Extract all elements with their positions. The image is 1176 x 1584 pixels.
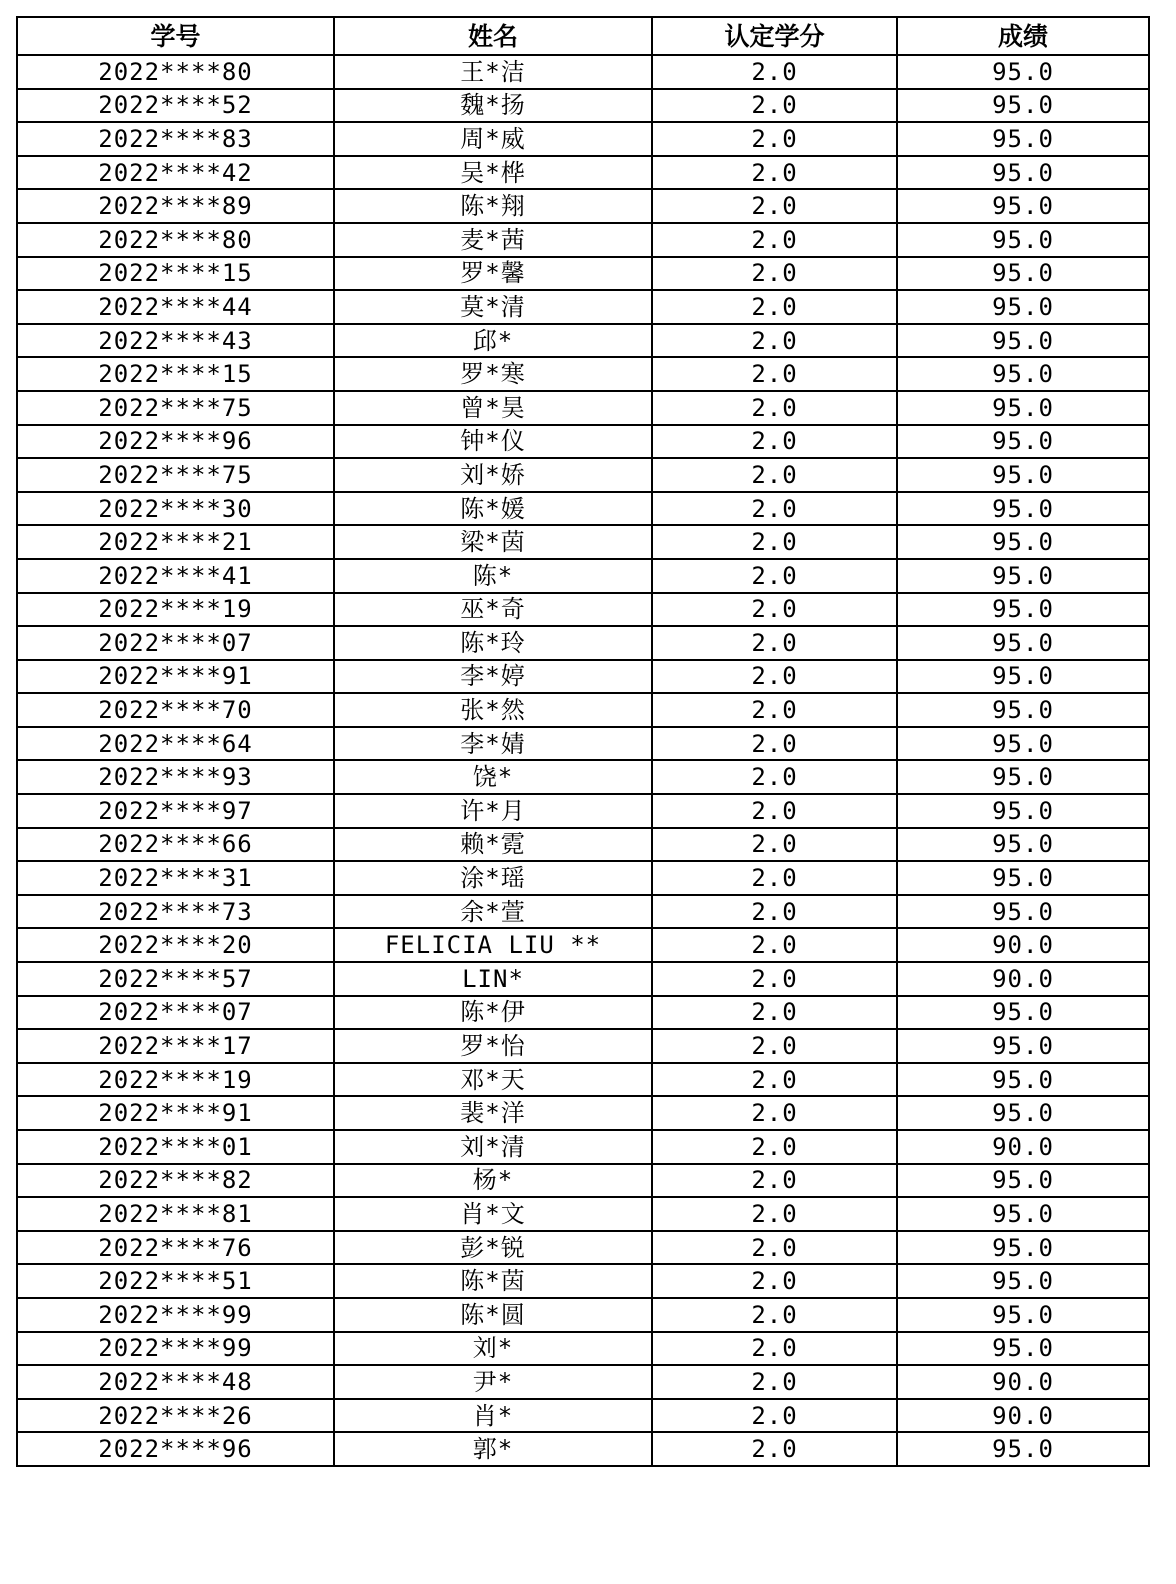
cell-score: 95.0 <box>897 458 1149 492</box>
cell-student-id: 2022****99 <box>17 1298 334 1332</box>
table-row <box>17 760 1149 794</box>
cell-student-id: 2022****73 <box>17 895 334 929</box>
cell-credits: 2.0 <box>652 1365 897 1399</box>
cell-score: 95.0 <box>897 357 1149 391</box>
cell-name: 李*婷 <box>334 660 652 694</box>
cell-score: 95.0 <box>897 55 1149 89</box>
cell-student-id: 2022****96 <box>17 425 334 459</box>
cell-student-id: 2022****07 <box>17 996 334 1030</box>
cell-credits: 2.0 <box>652 693 897 727</box>
cell-score: 90.0 <box>897 928 1149 962</box>
cell-credits: 2.0 <box>652 122 897 156</box>
cell-name: 赖*霓 <box>334 828 652 862</box>
cell-name: 邱* <box>334 324 652 358</box>
table-row <box>17 492 1149 526</box>
cell-name: 麦*茜 <box>334 223 652 257</box>
cell-credits: 2.0 <box>652 660 897 694</box>
table-row <box>17 122 1149 156</box>
cell-student-id: 2022****80 <box>17 223 334 257</box>
cell-student-id: 2022****64 <box>17 727 334 761</box>
cell-student-id: 2022****07 <box>17 626 334 660</box>
cell-name: 刘* <box>334 1332 652 1366</box>
cell-credits: 2.0 <box>652 1432 897 1466</box>
cell-student-id: 2022****48 <box>17 1365 334 1399</box>
cell-name: 尹* <box>334 1365 652 1399</box>
table-body <box>17 55 1149 1466</box>
cell-score: 95.0 <box>897 1298 1149 1332</box>
cell-name: 魏*扬 <box>334 89 652 123</box>
cell-student-id: 2022****82 <box>17 1164 334 1198</box>
cell-student-id: 2022****93 <box>17 760 334 794</box>
cell-name: 邓*天 <box>334 1063 652 1097</box>
cell-score: 95.0 <box>897 996 1149 1030</box>
cell-name: 涂*瑶 <box>334 861 652 895</box>
cell-student-id: 2022****42 <box>17 156 334 190</box>
table-row <box>17 223 1149 257</box>
cell-score: 95.0 <box>897 324 1149 358</box>
cell-name: 刘*清 <box>334 1130 652 1164</box>
cell-credits: 2.0 <box>652 1298 897 1332</box>
cell-credits: 2.0 <box>652 1130 897 1164</box>
cell-credits: 2.0 <box>652 727 897 761</box>
table-row <box>17 391 1149 425</box>
cell-name: 陈* <box>334 559 652 593</box>
table-row <box>17 290 1149 324</box>
cell-credits: 2.0 <box>652 458 897 492</box>
table-row <box>17 156 1149 190</box>
cell-name: 刘*娇 <box>334 458 652 492</box>
cell-credits: 2.0 <box>652 55 897 89</box>
cell-score: 95.0 <box>897 794 1149 828</box>
table-row <box>17 861 1149 895</box>
cell-credits: 2.0 <box>652 156 897 190</box>
cell-score: 95.0 <box>897 223 1149 257</box>
cell-credits: 2.0 <box>652 425 897 459</box>
cell-student-id: 2022****96 <box>17 1432 334 1466</box>
cell-student-id: 2022****91 <box>17 1096 334 1130</box>
cell-name: 陈*伊 <box>334 996 652 1030</box>
table-row <box>17 559 1149 593</box>
cell-name: 王*洁 <box>334 55 652 89</box>
cell-name: 陈*茵 <box>334 1264 652 1298</box>
cell-name: 陈*翔 <box>334 189 652 223</box>
cell-name: 许*月 <box>334 794 652 828</box>
table-row <box>17 357 1149 391</box>
cell-student-id: 2022****31 <box>17 861 334 895</box>
cell-student-id: 2022****70 <box>17 693 334 727</box>
cell-student-id: 2022****76 <box>17 1231 334 1265</box>
table-row <box>17 1029 1149 1063</box>
cell-name: 肖* <box>334 1399 652 1433</box>
cell-score: 95.0 <box>897 895 1149 929</box>
cell-credits: 2.0 <box>652 828 897 862</box>
cell-credits: 2.0 <box>652 1096 897 1130</box>
cell-credits: 2.0 <box>652 357 897 391</box>
cell-score: 95.0 <box>897 760 1149 794</box>
table-row <box>17 1432 1149 1466</box>
cell-score: 90.0 <box>897 1399 1149 1433</box>
cell-student-id: 2022****99 <box>17 1332 334 1366</box>
cell-score: 95.0 <box>897 290 1149 324</box>
cell-credits: 2.0 <box>652 1197 897 1231</box>
cell-score: 95.0 <box>897 1096 1149 1130</box>
table-row <box>17 1063 1149 1097</box>
header-score: 成绩 <box>897 17 1149 55</box>
cell-credits: 2.0 <box>652 223 897 257</box>
cell-score: 90.0 <box>897 1365 1149 1399</box>
table-row <box>17 1399 1149 1433</box>
cell-credits: 2.0 <box>652 626 897 660</box>
table-row <box>17 996 1149 1030</box>
cell-credits: 2.0 <box>652 928 897 962</box>
cell-student-id: 2022****97 <box>17 794 334 828</box>
cell-score: 90.0 <box>897 962 1149 996</box>
table-row <box>17 525 1149 559</box>
cell-credits: 2.0 <box>652 1264 897 1298</box>
cell-score: 95.0 <box>897 257 1149 291</box>
table-row <box>17 660 1149 694</box>
cell-credits: 2.0 <box>652 1029 897 1063</box>
cell-name: 陈*圆 <box>334 1298 652 1332</box>
table-row <box>17 1264 1149 1298</box>
cell-credits: 2.0 <box>652 861 897 895</box>
cell-student-id: 2022****15 <box>17 257 334 291</box>
cell-score: 95.0 <box>897 89 1149 123</box>
cell-credits: 2.0 <box>652 257 897 291</box>
cell-credits: 2.0 <box>652 1399 897 1433</box>
cell-name: 裴*洋 <box>334 1096 652 1130</box>
table-row <box>17 89 1149 123</box>
header-credits: 认定学分 <box>652 17 897 55</box>
cell-student-id: 2022****15 <box>17 357 334 391</box>
table-row <box>17 962 1149 996</box>
table-row <box>17 626 1149 660</box>
cell-student-id: 2022****30 <box>17 492 334 526</box>
cell-score: 95.0 <box>897 1264 1149 1298</box>
cell-score: 95.0 <box>897 593 1149 627</box>
cell-name: 杨* <box>334 1164 652 1198</box>
table-row <box>17 1164 1149 1198</box>
cell-score: 95.0 <box>897 425 1149 459</box>
table-row <box>17 1231 1149 1265</box>
cell-student-id: 2022****83 <box>17 122 334 156</box>
cell-student-id: 2022****43 <box>17 324 334 358</box>
cell-credits: 2.0 <box>652 492 897 526</box>
cell-score: 95.0 <box>897 122 1149 156</box>
cell-name: 罗*怡 <box>334 1029 652 1063</box>
cell-name: LIN* <box>334 962 652 996</box>
cell-name: 梁*茵 <box>334 525 652 559</box>
header-row <box>17 17 1149 55</box>
cell-student-id: 2022****20 <box>17 928 334 962</box>
cell-score: 95.0 <box>897 861 1149 895</box>
cell-student-id: 2022****01 <box>17 1130 334 1164</box>
table-row <box>17 324 1149 358</box>
table-row <box>17 593 1149 627</box>
grades-table <box>16 16 1150 1467</box>
cell-credits: 2.0 <box>652 996 897 1030</box>
table-row <box>17 1130 1149 1164</box>
header-student-id: 学号 <box>17 17 334 55</box>
cell-credits: 2.0 <box>652 593 897 627</box>
cell-student-id: 2022****81 <box>17 1197 334 1231</box>
table-row <box>17 1365 1149 1399</box>
cell-score: 95.0 <box>897 391 1149 425</box>
cell-student-id: 2022****51 <box>17 1264 334 1298</box>
cell-credits: 2.0 <box>652 391 897 425</box>
cell-student-id: 2022****44 <box>17 290 334 324</box>
cell-score: 95.0 <box>897 525 1149 559</box>
cell-credits: 2.0 <box>652 1332 897 1366</box>
cell-student-id: 2022****26 <box>17 1399 334 1433</box>
table-row <box>17 693 1149 727</box>
cell-credits: 2.0 <box>652 1063 897 1097</box>
cell-student-id: 2022****89 <box>17 189 334 223</box>
cell-student-id: 2022****75 <box>17 458 334 492</box>
cell-score: 95.0 <box>897 156 1149 190</box>
cell-name: 吴*桦 <box>334 156 652 190</box>
cell-score: 95.0 <box>897 1332 1149 1366</box>
cell-score: 95.0 <box>897 1164 1149 1198</box>
cell-score: 90.0 <box>897 1130 1149 1164</box>
cell-student-id: 2022****21 <box>17 525 334 559</box>
cell-student-id: 2022****19 <box>17 593 334 627</box>
cell-student-id: 2022****17 <box>17 1029 334 1063</box>
cell-credits: 2.0 <box>652 760 897 794</box>
cell-score: 95.0 <box>897 1197 1149 1231</box>
table-row <box>17 1332 1149 1366</box>
cell-credits: 2.0 <box>652 962 897 996</box>
cell-name: 曾*昊 <box>334 391 652 425</box>
cell-score: 95.0 <box>897 727 1149 761</box>
table-row <box>17 458 1149 492</box>
table-row <box>17 895 1149 929</box>
cell-credits: 2.0 <box>652 895 897 929</box>
table-row <box>17 1197 1149 1231</box>
cell-score: 95.0 <box>897 660 1149 694</box>
table-row <box>17 55 1149 89</box>
cell-name: FELICIA LIU ** <box>334 928 652 962</box>
cell-credits: 2.0 <box>652 525 897 559</box>
cell-credits: 2.0 <box>652 290 897 324</box>
cell-name: 张*然 <box>334 693 652 727</box>
cell-student-id: 2022****91 <box>17 660 334 694</box>
table-row <box>17 257 1149 291</box>
table-row <box>17 727 1149 761</box>
table-row <box>17 1096 1149 1130</box>
cell-name: 罗*馨 <box>334 257 652 291</box>
cell-score: 95.0 <box>897 189 1149 223</box>
table-row <box>17 189 1149 223</box>
header-name: 姓名 <box>334 17 652 55</box>
cell-name: 李*婧 <box>334 727 652 761</box>
cell-student-id: 2022****66 <box>17 828 334 862</box>
cell-credits: 2.0 <box>652 324 897 358</box>
cell-score: 95.0 <box>897 1029 1149 1063</box>
cell-name: 饶* <box>334 760 652 794</box>
cell-student-id: 2022****80 <box>17 55 334 89</box>
cell-score: 95.0 <box>897 1231 1149 1265</box>
cell-student-id: 2022****52 <box>17 89 334 123</box>
cell-credits: 2.0 <box>652 794 897 828</box>
cell-student-id: 2022****19 <box>17 1063 334 1097</box>
table-row <box>17 828 1149 862</box>
cell-name: 莫*清 <box>334 290 652 324</box>
cell-name: 陈*玲 <box>334 626 652 660</box>
cell-name: 彭*锐 <box>334 1231 652 1265</box>
table-row <box>17 425 1149 459</box>
cell-credits: 2.0 <box>652 1164 897 1198</box>
table-row <box>17 794 1149 828</box>
cell-score: 95.0 <box>897 828 1149 862</box>
table-row <box>17 1298 1149 1332</box>
cell-score: 95.0 <box>897 559 1149 593</box>
cell-score: 95.0 <box>897 1063 1149 1097</box>
cell-credits: 2.0 <box>652 559 897 593</box>
cell-name: 肖*文 <box>334 1197 652 1231</box>
cell-student-id: 2022****57 <box>17 962 334 996</box>
cell-student-id: 2022****75 <box>17 391 334 425</box>
table-row <box>17 928 1149 962</box>
cell-name: 郭* <box>334 1432 652 1466</box>
cell-name: 巫*奇 <box>334 593 652 627</box>
cell-student-id: 2022****41 <box>17 559 334 593</box>
cell-name: 余*萱 <box>334 895 652 929</box>
cell-name: 周*威 <box>334 122 652 156</box>
cell-credits: 2.0 <box>652 89 897 123</box>
cell-score: 95.0 <box>897 626 1149 660</box>
cell-credits: 2.0 <box>652 189 897 223</box>
cell-name: 罗*寒 <box>334 357 652 391</box>
cell-score: 95.0 <box>897 492 1149 526</box>
cell-name: 钟*仪 <box>334 425 652 459</box>
cell-name: 陈*媛 <box>334 492 652 526</box>
cell-score: 95.0 <box>897 1432 1149 1466</box>
cell-credits: 2.0 <box>652 1231 897 1265</box>
cell-score: 95.0 <box>897 693 1149 727</box>
